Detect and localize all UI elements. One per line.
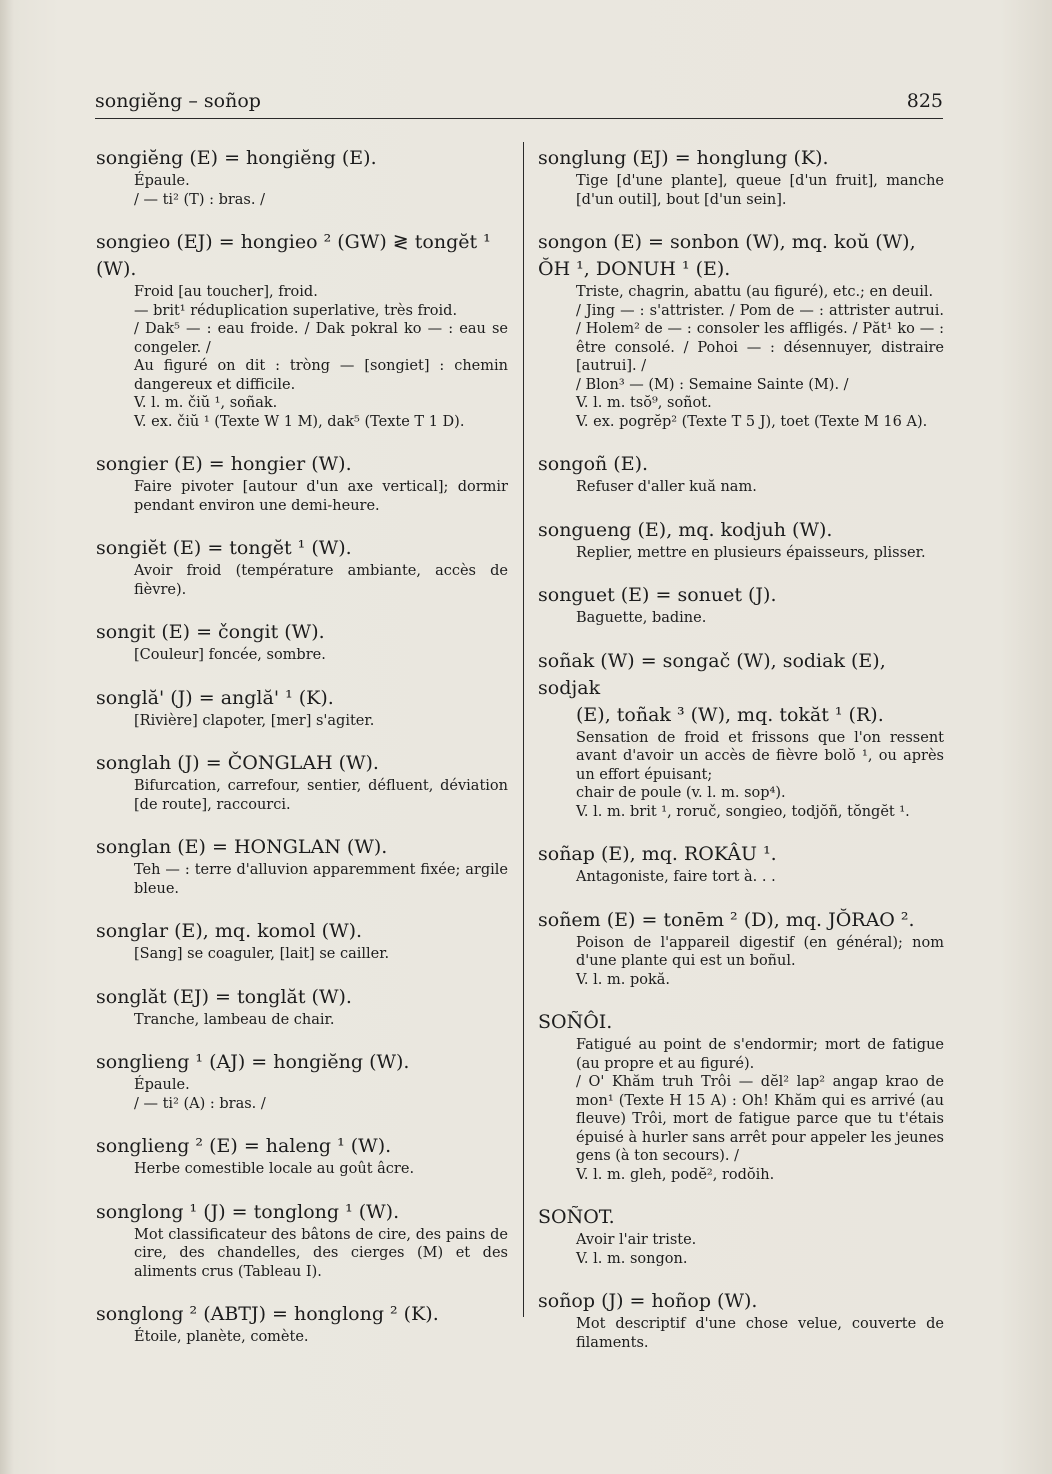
entry-headword (96, 1133, 508, 1160)
entry-definition (134, 172, 508, 209)
headword-line: soñop (J) = hoñop (W). (538, 1290, 758, 1312)
headword-line: songiĕng (E) = hongiĕng (E). (96, 147, 377, 169)
entry-headword (538, 1204, 944, 1231)
entry-songlan (96, 834, 508, 898)
entry-sonot (538, 1204, 944, 1268)
entry-headword (96, 145, 508, 172)
entry-headword (96, 229, 508, 283)
definition-line: Replier, mettre en plusieurs épaisseurs, plisser. (576, 544, 926, 561)
entry-songlah (96, 750, 508, 814)
definition-line: / Jing — : s'attrister. / Pom de — : attrister autrui. / Holem² de — : consoler les affligés. / Păt¹ ko — : être consolé. / Pohoi — : désennuyer, distraire [autrui]. / (576, 302, 944, 374)
entry-definition (576, 934, 944, 990)
page-number: 825 (906, 90, 943, 112)
definition-line: Sensation de froid et frissons que l'on ressent avant d'avoir un accès de fièvre bolŏ ¹, ou après un effort épuisant; (576, 729, 944, 783)
entry-definition (576, 1036, 944, 1184)
entry-definition (134, 712, 508, 731)
headword-line: soñak (W) = songač (W), sodiak (E), sodjak (538, 649, 886, 699)
headword-line: songlah (J) = ČONGLAH (W). (96, 752, 379, 774)
definition-line: [Rivière] clapoter, [mer] s'agiter. (134, 712, 375, 729)
definition-line: Au figuré on dit : tròng — [songiet] : chemin dangereux et difficile. (134, 358, 508, 393)
entry-definition (134, 283, 508, 431)
definition-line: Étoile, planète, comète. (134, 1329, 309, 1345)
entry-definition (576, 283, 944, 431)
entry-headword (96, 535, 508, 562)
definition-line: / — ti² (A) : bras. / (134, 1095, 266, 1112)
definition-line: Bifurcation, carrefour, sentier, défluent, déviation [de route], raccourci. (134, 778, 508, 813)
headword-line: (W). (96, 258, 137, 280)
entry-sonop (538, 1288, 944, 1352)
entry-definition (576, 729, 944, 822)
entry-definition (134, 562, 508, 599)
entry-songieng (96, 145, 508, 209)
definition-line: Mot descriptif d'une chose velue, couverte de filaments. (576, 1316, 944, 1351)
definition-line: Épaule. (134, 173, 190, 189)
headword-line: songoñ (E). (538, 453, 649, 475)
entry-headword (96, 750, 508, 777)
headword-line: songit (E) = čongit (W). (96, 621, 325, 643)
definition-line: / Dak⁵ — : eau froide. / Dak pokral ko — : eau se congeler. / (134, 321, 508, 356)
entry-headword (538, 451, 944, 478)
headword-line: songlăt (EJ) = tonglăt (W). (96, 985, 352, 1008)
entry-definition (576, 609, 944, 628)
entry-headword (538, 582, 944, 609)
entry-headword (96, 451, 508, 478)
definition-line: V. l. m. gleh, podĕ², rodŏih. (576, 1166, 775, 1183)
definition-line: Avoir froid (température ambiante, accès de fièvre). (134, 563, 508, 598)
definition-line: Antagoniste, faire tort à. . . (576, 869, 776, 885)
entry-definition (134, 777, 508, 814)
headword-line: ŎH ¹, DONUH ¹ (E). (538, 258, 731, 280)
entry-definition (134, 1011, 508, 1030)
entry-songlar (96, 918, 508, 964)
entry-definition (134, 478, 508, 515)
entry-definition (134, 1226, 508, 1282)
entry-definition (134, 1160, 508, 1179)
entry-sonak (538, 648, 944, 822)
entry-songlieng-1 (96, 1049, 508, 1113)
left-column (96, 145, 508, 1367)
entry-songuet (538, 582, 944, 628)
entry-headword (538, 1009, 944, 1036)
entry-definition (134, 861, 508, 898)
headword-line: songlă' (J) = anglă' ¹ (K). (96, 686, 334, 709)
headword-line: songon (E) = sonbon (W), mq. koŭ (W), (538, 231, 916, 253)
definition-line: V. ex. čiŭ ¹ (Texte W 1 M), dak⁵ (Texte T 1 D). (134, 413, 465, 430)
entry-headword (96, 918, 508, 945)
headword-line: songier (E) = hongier (W). (96, 453, 352, 475)
running-header (95, 88, 943, 119)
definition-line: Faire pivoter [autour d'un axe vertical]; dormir pendant environ une demi-heure. (134, 479, 508, 514)
definition-line: V. l. m. tsŏ⁹, soñot. (576, 395, 712, 411)
headword-line: songlong ² (ABTJ) = honglong ² (K). (96, 1303, 439, 1325)
definition-line: Tige [d'une plante], queue [d'un fruit], manche [d'un outil], bout [d'un sein]. (576, 173, 944, 208)
definition-line: V. l. m. čiŭ ¹, soñak. (134, 395, 278, 411)
definition-line: [Couleur] foncée, sombre. (134, 647, 326, 663)
entry-headword (538, 648, 944, 729)
definition-line: Teh — : terre d'alluvion apparemment fixée; argile bleue. (134, 862, 508, 897)
entry-songieo (96, 229, 508, 431)
definition-line: Poison de l'appareil digestif (en général); nom d'une plante qui est un boñul. (576, 934, 944, 969)
definition-line: Avoir l'air triste. (576, 1232, 697, 1248)
headword-line: songiĕt (E) = tongĕt ¹ (W). (96, 537, 352, 559)
entry-headword (538, 841, 944, 868)
definition-line: / Blon³ — (M) : Semaine Sainte (M). / (576, 376, 849, 393)
column-divider (523, 142, 524, 1317)
definition-line: Baguette, badine. (576, 610, 707, 626)
entry-headword (538, 229, 944, 283)
entry-headword (96, 834, 508, 861)
definition-line: V. l. m. songon. (576, 1250, 688, 1267)
entry-songon-tilde (538, 451, 944, 497)
headword-line: soñap (E), mq. ROKÂU ¹. (538, 843, 777, 865)
headword-line: (E), toñak ³ (W), mq. tokăt ¹ (R). (576, 703, 884, 726)
definition-line: V. l. m. brit ¹, roruč, songieo, todjŏñ, tŏngĕt ¹. (576, 803, 910, 820)
entry-headword (96, 685, 508, 712)
entry-sonoi (538, 1009, 944, 1184)
entry-definition (576, 868, 944, 887)
definition-line: Refuser d'aller kuă nam. (576, 479, 757, 495)
definition-line: — brit¹ réduplication superlative, très froid. (134, 302, 458, 319)
headword-line: songlung (EJ) = honglung (K). (538, 147, 829, 169)
entry-definition (134, 1076, 508, 1113)
entry-definition (134, 646, 508, 665)
headword-line: SOÑÔI. (538, 1011, 613, 1033)
entry-songit (96, 619, 508, 665)
entry-definition (576, 1315, 944, 1352)
definition-line: Fatigué au point de s'endormir; mort de fatigue (au propre et au figuré). (576, 1037, 944, 1072)
right-column (538, 145, 944, 1372)
entry-headword (538, 907, 944, 934)
definition-line: V. l. m. pokă. (576, 971, 671, 988)
entry-headword (538, 1288, 944, 1315)
entry-headword (538, 517, 944, 544)
entry-songlong-1 (96, 1199, 508, 1282)
definition-line: chair de poule (v. l. m. sop⁴). (576, 785, 786, 801)
entry-songlieng-2 (96, 1133, 508, 1179)
entry-definition (576, 1231, 944, 1268)
headword-line: songuet (E) = sonuet (J). (538, 584, 777, 606)
definition-line: Froid [au toucher], froid. (134, 284, 318, 300)
definition-line: / — ti² (T) : bras. / (134, 191, 265, 208)
definition-line: / O' Khăm truh Trôi — dĕl² lap² angap krao de mon¹ (Texte H 15 A) : Oh! Khăm qui es arrivé (au fleuve) Trôi, mort de fatigue parce que tu t'étais épuisé à hurler sans arrêt pour appeler les jeunes gens (à ton secours). / (576, 1074, 944, 1164)
entry-songlat (96, 984, 508, 1030)
definition-line: Tranche, lambeau de chair. (134, 1011, 335, 1028)
entry-headword (96, 619, 508, 646)
headword-line: songieo (EJ) = hongieo ² (GW) ≷ tongĕt ¹ (96, 231, 491, 253)
headword-line: songlieng ² (E) = haleng ¹ (W). (96, 1135, 392, 1157)
definition-line: Triste, chagrin, abattu (au figuré), etc.; en deuil. (576, 284, 934, 300)
entry-headword (96, 1199, 508, 1226)
entry-definition (576, 172, 944, 209)
entry-headword (96, 984, 508, 1011)
headword-line: soñem (E) = tonēm ² (D), mq. JŎRAO ². (538, 908, 915, 931)
definition-line: Mot classificateur des bâtons de cire, des pains de cire, des chandelles, des cierges (M) et des aliments crus (Tableau I). (134, 1226, 508, 1280)
entry-songiet (96, 535, 508, 599)
definition-line: [Sang] se coaguler, [lait] se cailler. (134, 946, 390, 962)
entry-sonap (538, 841, 944, 887)
entry-headword (96, 1301, 508, 1328)
headword-line: songlan (E) = HONGLAN (W). (96, 836, 388, 858)
definition-line: V. ex. pogrĕp² (Texte T 5 J), toet (Texte M 16 A). (576, 413, 928, 430)
definition-line: Épaule. (134, 1077, 190, 1093)
headword-line: SOÑOT. (538, 1206, 615, 1228)
entry-headword (96, 1049, 508, 1076)
entry-definition (134, 945, 508, 964)
entry-sonem (538, 907, 944, 990)
entry-definition (576, 544, 944, 563)
entry-songon (538, 229, 944, 431)
headword-line: songueng (E), mq. kodjuh (W). (538, 518, 833, 541)
header-title: songiĕng – soñop (95, 90, 261, 112)
definition-line: Herbe comestible locale au goût âcre. (134, 1161, 415, 1177)
entry-songier (96, 451, 508, 515)
entry-definition (576, 478, 944, 497)
entry-songlung (538, 145, 944, 209)
headword-line: songlieng ¹ (AJ) = hongiĕng (W). (96, 1051, 410, 1073)
entry-songla (96, 685, 508, 731)
entry-definition (134, 1328, 508, 1347)
entry-songlong-2 (96, 1301, 508, 1347)
headword-line: songlong ¹ (J) = tonglong ¹ (W). (96, 1200, 400, 1223)
entry-songueng (538, 517, 944, 563)
headword-line: songlar (E), mq. komol (W). (96, 920, 363, 942)
entry-headword (538, 145, 944, 172)
